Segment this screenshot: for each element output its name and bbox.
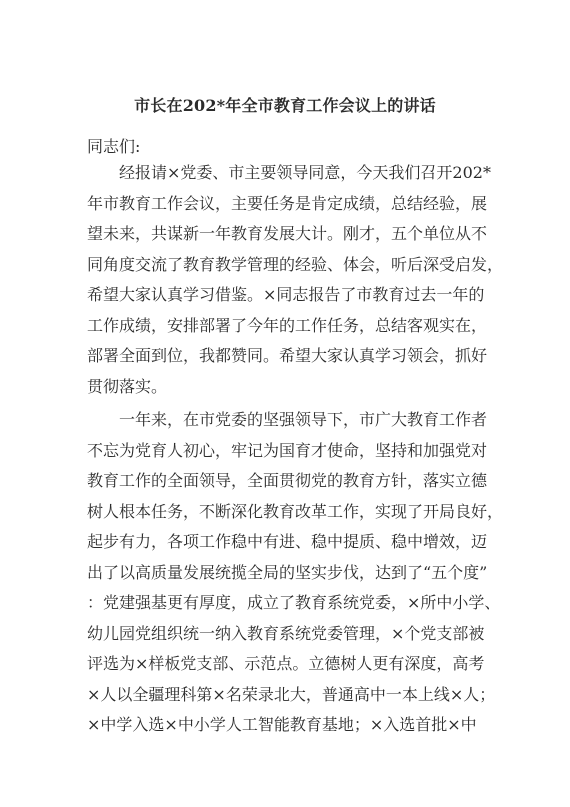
text-line: 年市教育工作会议，主要任务是肯定成绩，总结经验，展 bbox=[87, 193, 488, 213]
text-line: 希望大家认真学习借鉴。×同志报告了市教育过去一年的 bbox=[87, 285, 485, 304]
paragraph-2 bbox=[87, 405, 504, 741]
text-line: 工作成绩，安排部署了今年的工作任务，总结客观实在， bbox=[87, 315, 488, 335]
text-line: 树人根本任务，不断深化教育改革工作，实现了开局良好， bbox=[87, 501, 504, 521]
document-title: 市长在202*年全市教育工作会议上的讲话 bbox=[134, 96, 436, 115]
text-line: 望未来，共谋新一年教育发展大计。刚才，五个单位从不 bbox=[87, 224, 488, 243]
text-line: 幼儿园党组织统一纳入教育系统党委管理，×个党支部被 bbox=[87, 623, 485, 643]
text-line: 一年来，在市党委的坚强领导下，市广大教育工作者 bbox=[119, 410, 488, 429]
paragraph-1 bbox=[87, 158, 504, 402]
text-line: 不忘为党育人初心，牢记为国育才使命，坚持和加强党对 bbox=[87, 440, 488, 460]
text-line: 同角度交流了教育教学管理的经验、体会，听后深受启发， bbox=[87, 254, 504, 274]
salutation: 同志们: bbox=[87, 137, 141, 156]
text-line: 起步有力，各项工作稳中有进、稳中提质、稳中增效，迈 bbox=[87, 532, 488, 551]
text-line: ×中学入选×中小学人工智能教育基地；×入选首批×中 bbox=[87, 715, 477, 734]
text-line: 贯彻落实。 bbox=[87, 376, 168, 396]
text-line: 出了以高质量发展统揽全局的坚实步伐，达到了“五个度” bbox=[87, 562, 488, 582]
text-line: 经报请×党委、市主要领导同意，今天我们召开202* bbox=[119, 163, 491, 182]
text-line: ×人以全疆理科第×名荣录北大，普通高中一本上线×人； bbox=[87, 684, 496, 704]
document-body bbox=[87, 158, 504, 744]
text-line: 评选为×样板党支部、示范点。立德树人更有深度，高考 bbox=[87, 654, 485, 673]
text-line: ：党建强基更有厚度，成立了教育系统党委，×所中小学、 bbox=[87, 593, 501, 612]
text-line: 教育工作的全面领导，全面贯彻党的教育方针，落实立德 bbox=[87, 471, 488, 490]
text-line: 部署全面到位，我都赞同。希望大家认真学习领会，抓好 bbox=[87, 346, 488, 365]
